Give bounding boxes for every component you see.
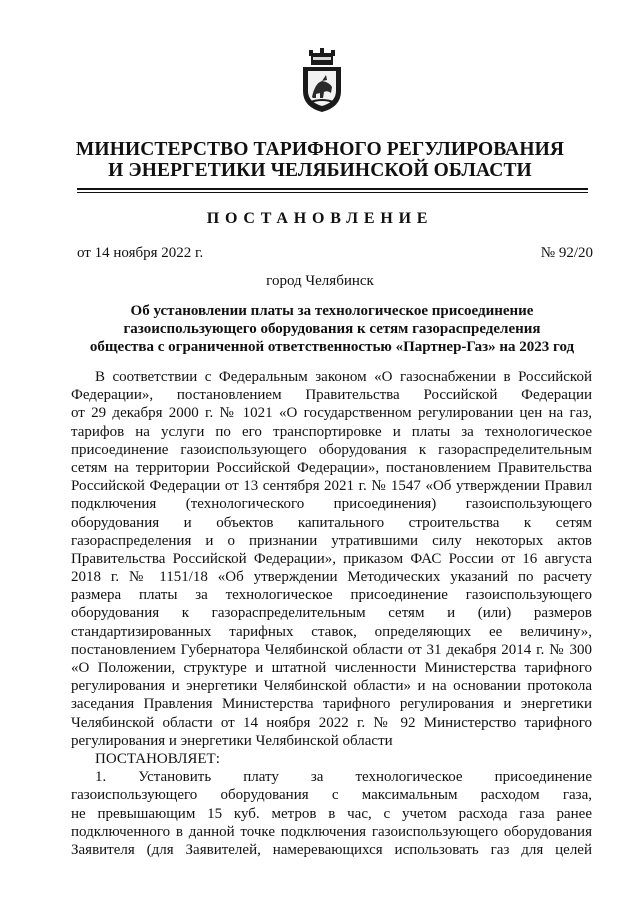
preamble-line: сетям на территории Российской Федерации», постановлением Правительства (71, 459, 592, 476)
preamble-line: оборудования и объектов капитального строительства к сетям (71, 514, 592, 531)
preamble-line: Федерации», постановлением Правительства Российской Федерации (71, 387, 592, 404)
ministry-name-line1: МИНИСТЕРСТВО ТАРИФНОГО РЕГУЛИРОВАНИЯ (75, 139, 565, 160)
preamble-line: тарифов на услуги по его транспортировке и платы за технологическое (71, 423, 592, 440)
preamble-line: Челябинской области от 14 ноября 2022 г. № 92 Министерство тарифного (71, 714, 592, 731)
preamble-line: постановлением Губернатора Челябинской области от 31 декабря 2014 г. № 300 (71, 641, 592, 658)
ministry-name-line2: И ЭНЕРГЕТИКИ ЧЕЛЯБИНСКОЙ ОБЛАСТИ (108, 160, 532, 181)
document-type-heading: ПОСТАНОВЛЕНИЕ (206, 210, 434, 227)
preamble-line: оборудования к газораспределительным сетям и (или) размеров (71, 605, 592, 622)
preamble-line: Российской Федерации от 13 сентября 2021 г. № 1547 «Об утверждении Правил (71, 478, 592, 495)
resolution-title (82, 302, 582, 357)
preamble-line: подключения (технологического присоединения) газоиспользующего (71, 496, 592, 513)
title-line: общества с ограниченной ответственностью «Партнер-Газ» на 2023 год (89, 339, 575, 356)
title-line: Об установлении платы за технологическое присоединение (130, 303, 534, 319)
preamble-line: Правительства Российской Федерации», приказом ФАС России от 16 августа (71, 550, 592, 567)
item1-line: не превышающим 15 куб. метров в час, с учетом расхода газа ранее (71, 805, 592, 822)
preamble-line: размера платы за технологическое присоединение газоиспользующего (71, 587, 592, 604)
preamble-line: регулирования и энергетики Челябинской области» и на основании протокола (71, 678, 592, 695)
item1-line: Заявителя (для Заявителей, намеревающихся использовать газ для целей (71, 841, 592, 858)
item1-line: подключенного в данной точке подключения газоиспользующего оборудования (71, 823, 592, 840)
header-rule-thick (77, 188, 588, 190)
document-date: от 14 ноября 2022 г. (77, 245, 204, 261)
preamble-line: от 29 декабря 2000 г. № 1021 «О государственном регулировании цен на газ, (71, 405, 592, 422)
coat-of-arms-emblem (299, 47, 345, 113)
document-city: город Челябинск (266, 273, 374, 289)
title-line: газоиспользующего оборудования к сетям газораспределения (123, 321, 541, 338)
header-rule-thin (77, 192, 588, 193)
preamble-line: «О Положении, структуре и штатной численности Министерства тарифного (71, 660, 592, 676)
ministry-name (0, 139, 640, 181)
preamble-line: В соответствии с Федеральным законом «О газоснабжении в Российской (95, 369, 592, 385)
preamble-line: присоединение газоиспользующего оборудования к газораспределительным (71, 441, 592, 458)
resolution-body (71, 368, 592, 859)
preamble-line: 2018 г. № 1151/18 «Об утверждении Методических указаний по расчету (71, 569, 592, 586)
resolve-word: ПОСТАНОВЛЯЕТ: (95, 750, 220, 767)
item1-line: 1. Установить плату за технологическое присоединение (95, 769, 592, 786)
preamble-line: газораспределения и о признании утратившими силу некоторых актов (71, 532, 592, 549)
preamble-line: регулирования и энергетики Челябинской области (71, 732, 393, 749)
document-number: № 92/20 (540, 245, 593, 261)
preamble-line: стандартизированных тарифных ставок, определяющих ее величину», (71, 623, 592, 640)
item1-line: газоиспользующего оборудования с максимальным расходом газа, (71, 787, 592, 804)
preamble-line: заседания Правления Министерства тарифного регулирования и энергетики (71, 696, 592, 713)
